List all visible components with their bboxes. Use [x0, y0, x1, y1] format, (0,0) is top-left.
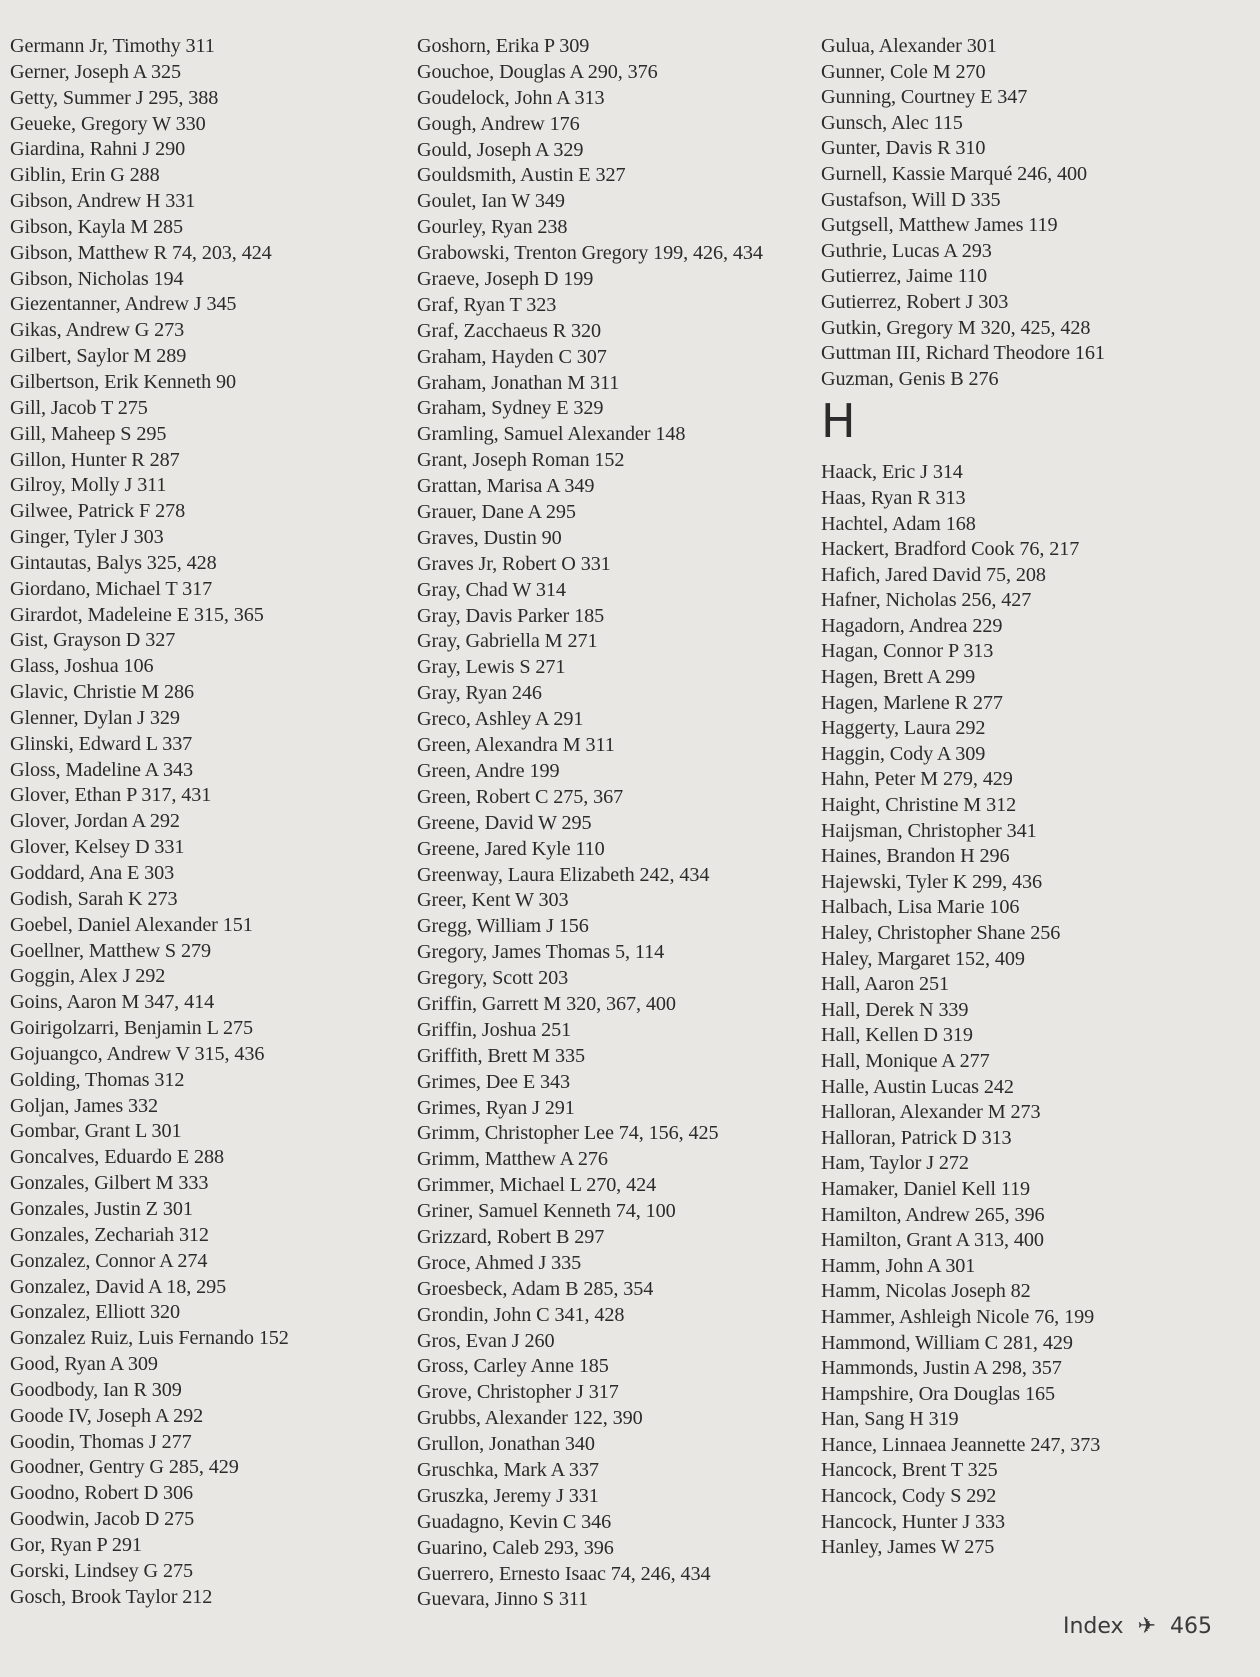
index-entry: Grubbs, Alexander 122, 390	[417, 1407, 643, 1430]
index-entry: Green, Alexandra M 311	[417, 734, 615, 757]
index-entry: Gunning, Courtney E 347	[821, 86, 1028, 109]
index-entry: Giardina, Rahni J 290	[10, 138, 186, 161]
index-entry: Groesbeck, Adam B 285, 354	[417, 1277, 654, 1300]
index-entry: Grabowski, Trenton Gregory 199, 426, 434	[417, 242, 763, 265]
index-entry: Gibson, Matthew R 74, 203, 424	[10, 241, 272, 264]
index-entry: Gustafson, Will D 335	[821, 188, 1001, 211]
index-entry: Glass, Joshua 106	[10, 655, 154, 678]
index-entry: Hagan, Connor P 313	[821, 640, 994, 663]
index-entry: Gross, Carley Anne 185	[417, 1355, 609, 1378]
index-entry: Greco, Ashley A 291	[417, 708, 584, 731]
index-entry: Gintautas, Balys 325, 428	[10, 551, 217, 574]
index-entry: Gregory, James Thomas 5, 114	[417, 941, 665, 964]
index-entry: Guerrero, Ernesto Isaac 74, 246, 434	[417, 1562, 711, 1585]
index-entry: Haas, Ryan R 313	[821, 486, 966, 509]
index-entry: Hagen, Marlene R 277	[821, 691, 1003, 714]
index-entry: Haight, Christine M 312	[821, 794, 1017, 817]
index-entry: Gray, Lewis S 271	[417, 656, 566, 679]
index-entry: Hahn, Peter M 279, 429	[821, 768, 1013, 791]
index-entry: Gough, Andrew 176	[417, 112, 580, 135]
index-entry: Grimm, Christopher Lee 74, 156, 425	[417, 1122, 719, 1145]
index-entry: Haggin, Cody A 309	[821, 742, 986, 765]
index-entry: Graves Jr, Robert O 331	[417, 552, 611, 575]
index-entry: Ginger, Tyler J 303	[10, 526, 164, 549]
index-entry: Green, Andre 199	[417, 759, 560, 782]
index-entry: Gourley, Ryan 238	[417, 216, 568, 239]
index-entry: Gramling, Samuel Alexander 148	[417, 423, 686, 446]
index-entry: Gray, Chad W 314	[417, 578, 566, 601]
index-entry: Gor, Ryan P 291	[10, 1533, 142, 1556]
index-entry: Gojuangco, Andrew V 315, 436	[10, 1042, 265, 1065]
index-entry: Gunner, Cole M 270	[821, 60, 986, 83]
section-label: Index	[1062, 1614, 1124, 1639]
index-entry: Hall, Monique A 277	[821, 1049, 990, 1072]
index-entry: Griffin, Garrett M 320, 367, 400	[417, 992, 676, 1015]
index-entry: Goggin, Alex J 292	[10, 965, 166, 988]
index-entry: Hance, Linnaea Jeannette 247, 373	[821, 1433, 1101, 1456]
index-entry: Goellner, Matthew S 279	[10, 939, 211, 962]
index-entry: Girardot, Madeleine E 315, 365	[10, 603, 264, 626]
index-entry: Glover, Ethan P 317, 431	[10, 784, 212, 807]
index-entry: Griffin, Joshua 251	[417, 1018, 572, 1041]
index-entry: Gruschka, Mark A 337	[417, 1458, 599, 1481]
index-entry: Hagadorn, Andrea 229	[821, 614, 1003, 637]
index-entry: Ham, Taylor J 272	[821, 1152, 969, 1175]
index-entry: Hamm, John A 301	[821, 1254, 976, 1277]
index-entry: Gilroy, Molly J 311	[10, 474, 167, 497]
index-column-3	[821, 34, 1251, 1561]
index-entry: Goddard, Ana E 303	[10, 862, 175, 884]
index-entry: Guzman, Genis B 276	[821, 367, 999, 390]
index-entry: Goebel, Daniel Alexander 151	[10, 913, 253, 936]
index-entry: Gorski, Lindsey G 275	[10, 1559, 193, 1582]
index-entry: Gray, Ryan 246	[417, 682, 542, 705]
index-entry: Goshorn, Erika P 309	[417, 35, 590, 57]
index-entry: Groce, Ahmed J 335	[417, 1251, 582, 1274]
index-entry: Gikas, Andrew G 273	[10, 319, 185, 342]
index-entry: Greenway, Laura Elizabeth 242, 434	[417, 863, 710, 886]
index-entry: Goodwin, Jacob D 275	[10, 1508, 195, 1531]
airplane-icon: ✈	[1137, 1614, 1156, 1639]
index-entry: Goodin, Thomas J 277	[10, 1430, 192, 1453]
index-entry: Hall, Derek N 339	[821, 998, 969, 1021]
index-entry: Gould, Joseph A 329	[417, 138, 584, 161]
index-entry: Gros, Evan J 260	[417, 1329, 555, 1352]
index-entry: Goljan, James 332	[10, 1094, 159, 1117]
index-entry: Greer, Kent W 303	[417, 889, 569, 912]
index-entry: Hancock, Brent T 325	[821, 1459, 998, 1482]
index-entry: Gunsch, Alec 115	[821, 111, 963, 134]
index-entry: Goins, Aaron M 347, 414	[10, 991, 215, 1014]
index-entry: Haijsman, Christopher 341	[821, 819, 1037, 842]
index-entry: Gurnell, Kassie Marqué 246, 400	[821, 162, 1088, 185]
index-entry: Graham, Sydney E 329	[417, 397, 604, 420]
index-entry: Graham, Jonathan M 311	[417, 371, 620, 394]
index-entry: Glinski, Edward L 337	[10, 732, 193, 755]
index-entry: Gutierrez, Robert J 303	[821, 290, 1009, 313]
index-entry: Hackert, Bradford Cook 76, 217	[821, 538, 1080, 561]
letter-heading: H	[821, 394, 856, 449]
index-entry: Griner, Samuel Kenneth 74, 100	[417, 1200, 676, 1223]
index-entry: Gray, Gabriella M 271	[417, 630, 598, 653]
index-entry: Grimes, Dee E 343	[417, 1070, 571, 1093]
index-entry: Gonzalez, Elliott 320	[10, 1301, 181, 1324]
index-entry: Hachtel, Adam 168	[821, 512, 976, 535]
index-entry: Gosch, Brook Taylor 212	[10, 1585, 213, 1608]
index-entry: Golding, Thomas 312	[10, 1068, 185, 1091]
index-entry: Gonzales, Gilbert M 333	[10, 1172, 209, 1195]
index-entry: Halbach, Lisa Marie 106	[821, 896, 1020, 919]
index-entry: Hammonds, Justin A 298, 357	[821, 1357, 1062, 1380]
index-entry: Hampshire, Ora Douglas 165	[821, 1382, 1055, 1405]
index-group-g	[821, 34, 1251, 392]
index-entry: Gutgsell, Matthew James 119	[821, 214, 1058, 237]
page-footer	[1063, 1614, 1212, 1639]
index-entry: Grimm, Matthew A 276	[417, 1148, 608, 1171]
index-entry: Giezentanner, Andrew J 345	[10, 293, 237, 316]
index-entry: Grondin, John C 341, 428	[417, 1303, 625, 1326]
index-entry: Geueke, Gregory W 330	[10, 112, 206, 135]
index-entry: Goulet, Ian W 349	[417, 190, 565, 213]
index-entry: Gouchoe, Douglas A 290, 376	[417, 60, 658, 83]
index-entry: Getty, Summer J 295, 388	[10, 86, 219, 109]
index-entry: Hamaker, Daniel Kell 119	[821, 1177, 1031, 1200]
index-entry: Gregory, Scott 203	[417, 967, 569, 990]
index-entry: Glover, Jordan A 292	[10, 810, 180, 833]
index-entry: Hall, Aaron 251	[821, 973, 950, 996]
index-entry: Hancock, Cody S 292	[821, 1485, 997, 1508]
index-entry: Gruszka, Jeremy J 331	[417, 1484, 599, 1507]
index-entry: Grattan, Marisa A 349	[417, 475, 595, 498]
index-entry: Gibson, Nicholas 194	[10, 267, 184, 290]
index-entry: Haack, Eric J 314	[821, 461, 963, 484]
index-entry: Goudelock, John A 313	[417, 86, 605, 109]
index-entry: Hajewski, Tyler K 299, 436	[821, 870, 1043, 893]
page-number: 465	[1170, 1614, 1212, 1639]
index-entry: Gill, Maheep S 295	[10, 422, 167, 445]
index-column-1	[10, 34, 410, 1610]
index-entry: Hanley, James W 275	[821, 1536, 995, 1559]
index-entry: Gouldsmith, Austin E 327	[417, 164, 626, 187]
index-entry: Godish, Sarah K 273	[10, 887, 178, 910]
index-entry: Graeve, Joseph D 199	[417, 268, 594, 291]
index-entry: Grullon, Jonathan 340	[417, 1433, 595, 1456]
index-entry: Grauer, Dane A 295	[417, 501, 576, 524]
index-column-2	[417, 34, 817, 1613]
index-entry: Gilbert, Saylor M 289	[10, 345, 187, 368]
index-entry: Gerner, Joseph A 325	[10, 60, 182, 83]
index-entry: Graf, Ryan T 323	[417, 293, 557, 316]
index-entry: Grimes, Ryan J 291	[417, 1096, 575, 1119]
index-entry: Guthrie, Lucas A 293	[821, 239, 992, 262]
index-entry: Glavic, Christie M 286	[10, 681, 194, 704]
index-group-h	[821, 460, 1251, 1561]
index-entry: Griffith, Brett M 335	[417, 1044, 585, 1067]
index-entry: Haggerty, Laura 292	[821, 717, 986, 740]
index-entry: Hall, Kellen D 319	[821, 1024, 973, 1047]
index-entry: Gist, Grayson D 327	[10, 629, 176, 652]
index-entry: Goncalves, Eduardo E 288	[10, 1146, 224, 1169]
index-entry: Grant, Joseph Roman 152	[417, 449, 625, 472]
index-entry: Graham, Hayden C 307	[417, 345, 607, 368]
index-entry: Gunter, Davis R 310	[821, 137, 986, 160]
index-entry: Gibson, Andrew H 331	[10, 190, 196, 213]
index-entry: Gray, Davis Parker 185	[417, 604, 605, 627]
index-entry: Greene, Jared Kyle 110	[417, 837, 605, 860]
index-entry: Hamilton, Grant A 313, 400	[821, 1229, 1044, 1252]
index-entry: Grizzard, Robert B 297	[417, 1225, 605, 1248]
index-entry: Gonzales, Zechariah 312	[10, 1223, 209, 1246]
index-entry: Hagen, Brett A 299	[821, 666, 976, 689]
index-entry: Graves, Dustin 90	[417, 526, 562, 549]
index-entry: Guarino, Caleb 293, 396	[417, 1536, 614, 1559]
index-entry: Guadagno, Kevin C 346	[417, 1510, 612, 1533]
index-entry: Hafich, Jared David 75, 208	[821, 563, 1046, 586]
index-entry: Good, Ryan A 309	[10, 1353, 158, 1376]
index-entry: Hammond, William C 281, 429	[821, 1331, 1073, 1354]
index-entry: Gilwee, Patrick F 278	[10, 500, 186, 523]
index-entry: Glover, Kelsey D 331	[10, 836, 185, 859]
index-entry: Hafner, Nicholas 256, 427	[821, 589, 1032, 612]
index-entry: Gombar, Grant L 301	[10, 1120, 182, 1143]
index-entry: Hamm, Nicolas Joseph 82	[821, 1280, 1031, 1303]
index-entry: Germann Jr, Timothy 311	[10, 35, 215, 57]
index-entry: Han, Sang H 319	[821, 1408, 959, 1431]
index-entry: Gillon, Hunter R 287	[10, 448, 180, 471]
index-entry: Guevara, Jinno S 311	[417, 1588, 589, 1611]
index-entry: Hancock, Hunter J 333	[821, 1510, 1006, 1533]
index-entry: Guttman III, Richard Theodore 161	[821, 342, 1105, 365]
index-entry: Gonzalez Ruiz, Luis Fernando 152	[10, 1327, 289, 1350]
index-entry: Haley, Christopher Shane 256	[821, 922, 1061, 944]
index-entry: Gonzales, Justin Z 301	[10, 1197, 193, 1220]
index-entry: Goode IV, Joseph A 292	[10, 1404, 204, 1427]
index-entry: Gill, Jacob T 275	[10, 396, 148, 419]
index-entry: Goodno, Robert D 306	[10, 1482, 194, 1505]
index-entry: Goodbody, Ian R 309	[10, 1378, 182, 1401]
index-entry: Gibson, Kayla M 285	[10, 215, 184, 238]
index-entry: Giblin, Erin G 288	[10, 164, 160, 187]
index-entry: Gregg, William J 156	[417, 915, 589, 938]
index-entry: Hamilton, Andrew 265, 396	[821, 1203, 1045, 1226]
index-entry: Halloran, Alexander M 273	[821, 1101, 1041, 1124]
index-entry: Goodner, Gentry G 285, 429	[10, 1456, 239, 1479]
index-entry: Gutkin, Gregory M 320, 425, 428	[821, 316, 1091, 339]
index-entry: Green, Robert C 275, 367	[417, 785, 624, 808]
index-entry: Gulua, Alexander 301	[821, 35, 997, 57]
index-entry: Haines, Brandon H 296	[821, 845, 1010, 868]
index-entry: Grimmer, Michael L 270, 424	[417, 1174, 657, 1197]
index-entry: Graf, Zacchaeus R 320	[417, 319, 601, 342]
index-entry: Halle, Austin Lucas 242	[821, 1075, 1014, 1098]
index-entry: Gloss, Madeline A 343	[10, 758, 193, 781]
index-entry: Hammer, Ashleigh Nicole 76, 199	[821, 1305, 1095, 1328]
index-entry: Gutierrez, Jaime 110	[821, 265, 987, 288]
index-entry: Goirigolzarri, Benjamin L 275	[10, 1017, 254, 1040]
index-entry: Gonzalez, Connor A 274	[10, 1249, 208, 1272]
index-entry: Gilbertson, Erik Kenneth 90	[10, 370, 237, 393]
index-entry: Haley, Margaret 152, 409	[821, 947, 1025, 970]
index-entry: Gonzalez, David A 18, 295	[10, 1275, 227, 1298]
index-entry: Halloran, Patrick D 313	[821, 1126, 1012, 1149]
index-entry: Giordano, Michael T 317	[10, 577, 213, 600]
index-entry: Glenner, Dylan J 329	[10, 706, 180, 729]
index-entry: Grove, Christopher J 317	[417, 1381, 619, 1404]
index-entry: Greene, David W 295	[417, 811, 592, 834]
